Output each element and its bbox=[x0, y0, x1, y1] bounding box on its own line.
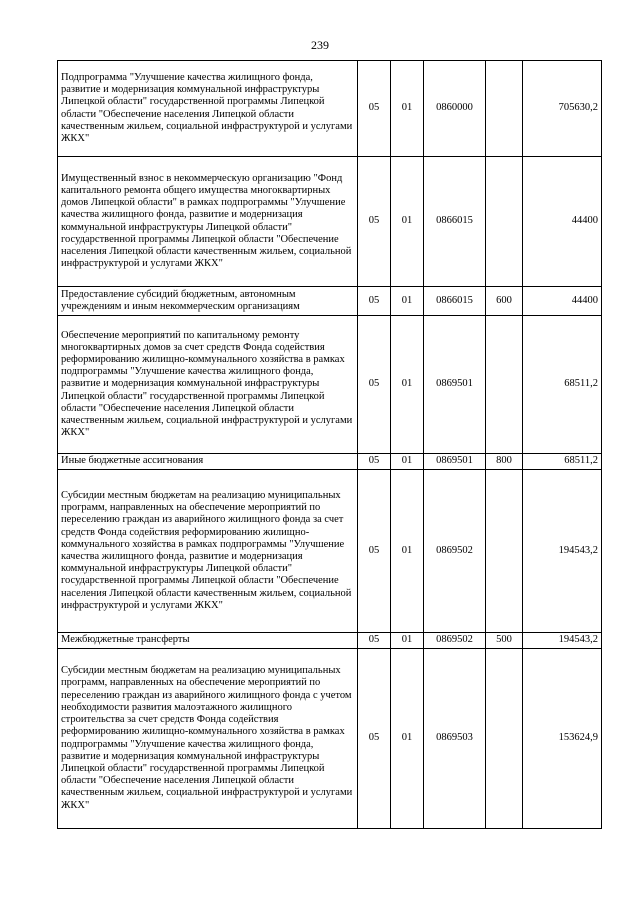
row-expense-type bbox=[486, 470, 523, 633]
row-name: Имущественный взнос в некоммерческую организацию "Фонд капитального ремонта общего имущества многоквартирных домов Липецкой области" в рамках подпрограммы "Улучшение качества жилищного фонда, развитие и модернизация коммунальной инфраструктуры Липецкой области" государственной программы Липецкой области "Обеспечение населения Липецкой области качественным жильем, социальной инфраструктурой и услугами ЖКХ" bbox=[58, 157, 358, 287]
row-target-article: 0869502 bbox=[424, 633, 486, 649]
row-name: Межбюджетные трансферты bbox=[58, 633, 358, 649]
row-section: 05 bbox=[358, 61, 391, 157]
row-target-article: 0866015 bbox=[424, 157, 486, 287]
row-expense-type bbox=[486, 316, 523, 454]
row-target-article: 0869501 bbox=[424, 316, 486, 454]
row-amount: 68511,2 bbox=[523, 454, 602, 470]
row-section: 05 bbox=[358, 287, 391, 316]
row-section: 05 bbox=[358, 633, 391, 649]
row-subsection: 01 bbox=[391, 470, 424, 633]
row-target-article: 0869501 bbox=[424, 454, 486, 470]
row-amount: 44400 bbox=[523, 157, 602, 287]
row-name: Обеспечение мероприятий по капитальному ремонту многоквартирных домов за счет средств Фонда содействия реформированию жилищно-коммунального хозяйства в рамках подпрограммы "Улучшение качества жилищного фонда, развитие и модернизация коммунальной инфраструктуры Липецкой области" государственной программы Липецкой области "Обеспечение населения Липецкой области качественным жильем, социальной инфраструктурой и услугами ЖКХ" bbox=[58, 316, 358, 454]
table-row bbox=[58, 157, 602, 287]
row-expense-type bbox=[486, 157, 523, 287]
row-section: 05 bbox=[358, 316, 391, 454]
row-subsection: 01 bbox=[391, 157, 424, 287]
row-subsection: 01 bbox=[391, 649, 424, 829]
row-amount: 194543,2 bbox=[523, 470, 602, 633]
row-section: 05 bbox=[358, 157, 391, 287]
row-amount: 44400 bbox=[523, 287, 602, 316]
row-name: Предоставление субсидий бюджетным, автономным учреждениям и иным некоммерческим организациям bbox=[58, 287, 358, 316]
row-target-article: 0866015 bbox=[424, 287, 486, 316]
row-expense-type bbox=[486, 649, 523, 829]
row-amount: 194543,2 bbox=[523, 633, 602, 649]
table-row bbox=[58, 649, 602, 829]
row-expense-type: 500 bbox=[486, 633, 523, 649]
row-section: 05 bbox=[358, 649, 391, 829]
table-row bbox=[58, 61, 602, 157]
row-subsection: 01 bbox=[391, 454, 424, 470]
row-expense-type: 800 bbox=[486, 454, 523, 470]
row-expense-type: 600 bbox=[486, 287, 523, 316]
row-section: 05 bbox=[358, 454, 391, 470]
row-name: Иные бюджетные ассигнования bbox=[58, 454, 358, 470]
row-subsection: 01 bbox=[391, 633, 424, 649]
row-amount: 68511,2 bbox=[523, 316, 602, 454]
table-row bbox=[58, 287, 602, 316]
row-name: Субсидии местным бюджетам на реализацию муниципальных программ, направленных на обеспечение мероприятий по переселению граждан из аварийного жилищного фонда с учетом необходимости развития малоэтажного жилищного строительства за счет средств Фонда содействия реформированию жилищно-коммунального хозяйства в рамках подпрограммы "Улучшение качества жилищного фонда, развитие и модернизация коммунальной инфраструктуры Липецкой области" государственной программы Липецкой области "Обеспечение населения Липецкой области качественным жильем, социальной инфраструктурой и услугами ЖКХ" bbox=[58, 649, 358, 829]
row-name: Субсидии местным бюджетам на реализацию муниципальных программ, направленных на обеспечение мероприятий по переселению граждан из аварийного жилищного фонда за счет средств Фонда содействия реформированию жилищно-коммунального хозяйства в рамках подпрограммы "Улучшение качества жилищного фонда, развитие и модернизация коммунальной инфраструктуры Липецкой области" государственной программы Липецкой области "Обеспечение населения Липецкой области качественным жильем, социальной инфраструктурой и услугами ЖКХ" bbox=[58, 470, 358, 633]
row-subsection: 01 bbox=[391, 61, 424, 157]
table-row bbox=[58, 470, 602, 633]
row-section: 05 bbox=[358, 470, 391, 633]
row-amount: 705630,2 bbox=[523, 61, 602, 157]
table-row bbox=[58, 633, 602, 649]
budget-table bbox=[57, 60, 602, 829]
row-subsection: 01 bbox=[391, 287, 424, 316]
table-row bbox=[58, 316, 602, 454]
row-target-article: 0869503 bbox=[424, 649, 486, 829]
table-row bbox=[58, 454, 602, 470]
row-amount: 153624,9 bbox=[523, 649, 602, 829]
row-name: Подпрограмма "Улучшение качества жилищного фонда, развитие и модернизация коммунальной инфраструктуры Липецкой области" государственной программы Липецкой области "Обеспечение населения Липецкой области качественным жильем, социальной инфраструктурой и услугами ЖКХ" bbox=[58, 61, 358, 157]
row-target-article: 0860000 bbox=[424, 61, 486, 157]
row-target-article: 0869502 bbox=[424, 470, 486, 633]
row-expense-type bbox=[486, 61, 523, 157]
page-number: 239 bbox=[311, 38, 329, 52]
row-subsection: 01 bbox=[391, 316, 424, 454]
